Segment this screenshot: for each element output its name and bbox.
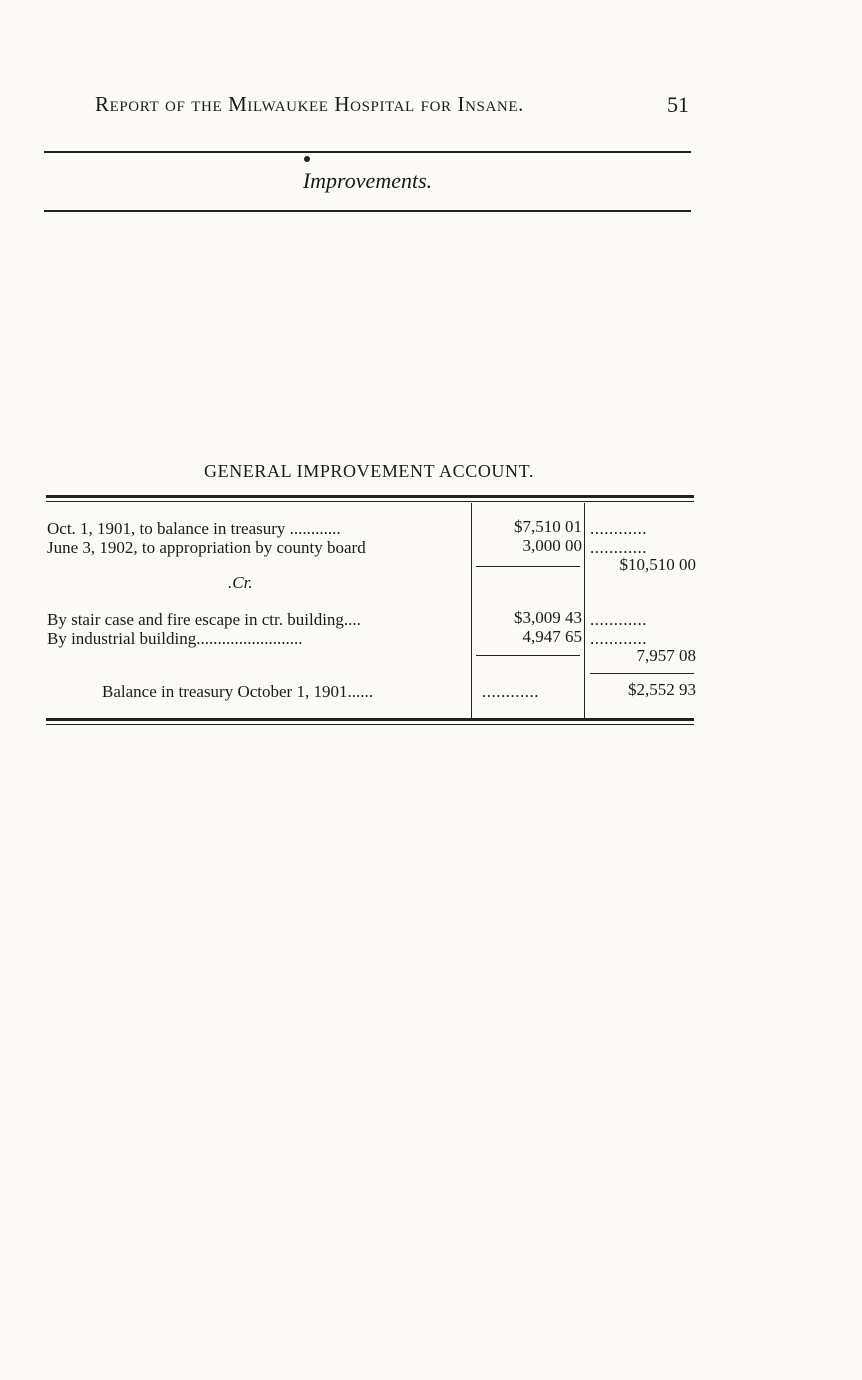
balance-label: Balance in treasury October 1, 1901...... bbox=[102, 682, 373, 701]
credit-row-1-amount: $3,009 43 bbox=[514, 608, 582, 627]
header-rule-top bbox=[44, 151, 691, 153]
balance-total: $2,552 93 bbox=[628, 680, 696, 699]
section-title: Improvements. bbox=[302, 168, 433, 193]
credit-row-1-leader: ............ bbox=[590, 610, 647, 629]
running-head bbox=[95, 92, 695, 122]
header-rule-bottom bbox=[44, 210, 691, 212]
page-number: 51 bbox=[667, 92, 689, 117]
credit-row-2-amount: 4,947 65 bbox=[522, 627, 582, 646]
debit-row-1-amount: $7,510 01 bbox=[514, 517, 582, 536]
credit-heading: .Cr. bbox=[228, 573, 253, 592]
bullet-dot bbox=[304, 156, 310, 162]
debit-subtotal-rule bbox=[476, 566, 580, 567]
debit-row-2-amount: 3,000 00 bbox=[522, 536, 582, 555]
balance-leader: ............ bbox=[482, 682, 539, 701]
balance-rule bbox=[590, 673, 694, 674]
debit-row-2-leader: ............ bbox=[590, 538, 647, 557]
column-divider-1 bbox=[471, 503, 472, 718]
table-bottom-rule bbox=[46, 718, 694, 725]
debit-row-1-leader: ............ bbox=[590, 519, 647, 538]
credit-row-2-leader: ............ bbox=[590, 629, 647, 648]
debit-row-1-label: Oct. 1, 1901, to balance in treasury ............ bbox=[47, 519, 341, 538]
debit-total: $10,510 00 bbox=[619, 555, 696, 574]
column-divider-2 bbox=[584, 503, 585, 718]
debit-row-2-label: June 3, 1902, to appropriation by county board bbox=[47, 538, 366, 557]
running-title: Report of the Milwaukee Hospital for Insane. bbox=[95, 92, 524, 116]
credit-total: 7,957 08 bbox=[636, 646, 696, 665]
table-top-rule bbox=[46, 495, 694, 502]
credit-subtotal-rule bbox=[476, 655, 580, 656]
credit-row-1-label: By stair case and fire escape in ctr. building.... bbox=[47, 610, 361, 629]
account-title: GENERAL IMPROVEMENT ACCOUNT. bbox=[204, 461, 534, 481]
credit-row-2-label: By industrial building......................... bbox=[47, 629, 303, 648]
